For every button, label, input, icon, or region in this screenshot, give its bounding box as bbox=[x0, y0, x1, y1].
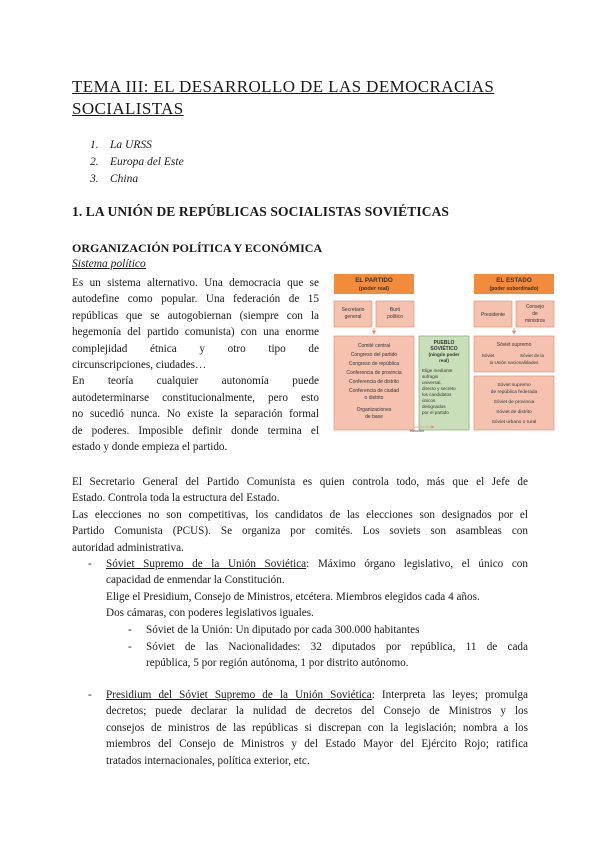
consejo-line: Consejo bbox=[525, 304, 545, 310]
partido-list-item: Congreso del partido bbox=[350, 352, 398, 358]
text-line: autoridad administrativa. bbox=[72, 541, 184, 554]
bullet-presidium bbox=[88, 687, 528, 769]
pueblo-header-line: real) bbox=[439, 358, 449, 363]
pueblo-list-item: por el partido bbox=[422, 410, 449, 415]
estado-list-item: Sóviet urbano o rural bbox=[491, 420, 537, 425]
outline-item bbox=[90, 171, 184, 188]
bullet-text: : Máximo órgano legislativo, el único con bbox=[306, 558, 528, 570]
text-line bbox=[106, 687, 528, 703]
outline-label: Europa del Este bbox=[110, 156, 184, 168]
bullet-term: Sóviet Supremo de la Unión Soviética bbox=[106, 558, 307, 570]
arrow-label: elección bbox=[410, 429, 424, 433]
text-line: estado y donde empieza el partido. bbox=[72, 441, 228, 454]
partido-list-item: Organizaciones bbox=[356, 407, 392, 413]
partido-list-item: de base bbox=[365, 414, 383, 420]
bullet-dash: - bbox=[128, 641, 132, 653]
partido-header-line: (poder real) bbox=[358, 286, 390, 292]
text-line: no sucedió nunca. No existe la separación formal bbox=[72, 408, 319, 421]
soviet-nac-line: la Unión nacionalidades bbox=[489, 360, 539, 365]
text-line: Las elecciones no son competitivas, los candidatos de las elecciones son designados por el bbox=[72, 508, 528, 521]
estado-list-item: Sóviet de provincia bbox=[493, 400, 535, 405]
partido-list-item: Comité central bbox=[357, 343, 391, 349]
text-line: autodefine como popular. Una federación de 15 bbox=[72, 293, 319, 306]
pueblo-list-item: Elige mediante bbox=[422, 368, 453, 373]
estado-header-line: (poder subordinado) bbox=[489, 286, 539, 292]
bullet-soviet-supremo bbox=[88, 556, 528, 622]
text-line: Elige el Presidium, Consejo de Ministros, etcétera. Miembros elegidos cada 4 años. bbox=[106, 590, 480, 603]
partido-header-line: EL PARTIDO bbox=[355, 277, 393, 284]
partido-list-item: Conferencia de provincia bbox=[346, 370, 402, 376]
text-line: miembros del Consejo de Ministros y del Estado Mayor del Ejército Rojo; ratifica bbox=[106, 738, 528, 751]
pueblo-list-item: directo y secreto bbox=[422, 386, 456, 391]
pueblo-list-item: los candidatos bbox=[422, 392, 452, 397]
text-line: Sóviet de las Nacionalidades: 32 diputados por república, 11 de cada bbox=[146, 641, 528, 653]
text-line: tratados internacionales, política exterior, etc. bbox=[106, 754, 310, 767]
pueblo-list-item: únicos bbox=[422, 398, 436, 403]
text-line: capacidad de enmendar la Constitución. bbox=[106, 574, 285, 587]
sub-bullet-soviet-union bbox=[128, 622, 528, 638]
buro-line: político bbox=[387, 314, 403, 320]
text-line: En teoría cualquier autonomía puede bbox=[72, 375, 319, 388]
bullet-text: : Interpreta las leyes; promulga bbox=[371, 689, 529, 701]
soviet-supremo-label: Sóviet supremo bbox=[496, 342, 532, 348]
pueblo-list-item: universal, bbox=[422, 380, 442, 385]
pueblo-header-line: SOVIÉTICO bbox=[430, 346, 458, 352]
outline-label: La URSS bbox=[110, 139, 152, 151]
presidente-label: Presidente bbox=[481, 312, 505, 318]
text-line: autodeterminarse constitucionalmente, pero esto bbox=[72, 391, 319, 404]
bullet-term: Presidium del Sóviet Supremo de la Unión Soviética bbox=[106, 689, 372, 701]
page-title: TEMA III: EL DESARROLLO DE LAS DEMOCRACIAS SOCIALISTAS bbox=[72, 77, 495, 118]
text-line: El Secretario General del Partido Comunista es quien controla todo, más que el Jefe de bbox=[72, 476, 528, 488]
secretario-line: Secretario bbox=[341, 307, 365, 313]
partido-list-item: Congreso de república bbox=[348, 361, 400, 367]
text-line: circunscripciones, ciudades… bbox=[72, 359, 207, 372]
text-line bbox=[106, 556, 528, 572]
pueblo-header-line: PUEBLO bbox=[433, 340, 455, 346]
pueblo-header-line: (ningún poder bbox=[428, 352, 460, 357]
outline-number: 2. bbox=[90, 156, 99, 168]
outline-list bbox=[90, 137, 184, 188]
text-line: Estado. Controla toda la estructura del Estado. bbox=[72, 492, 280, 505]
soviet-nac-line: Sóviet de la bbox=[519, 353, 545, 358]
text-line: repúblicas que se autogobiernan (siempre con la bbox=[72, 309, 319, 322]
power-structure-diagram bbox=[328, 270, 558, 436]
soviet-union-label: Sóviet bbox=[481, 353, 495, 358]
text-line: Partido Comunista (PCUS). Se organiza por comités. Los soviets son asambleas con bbox=[72, 525, 528, 538]
estado-list-item: Sóviet supremo bbox=[497, 383, 531, 388]
outline-label: China bbox=[110, 173, 139, 185]
text-line: Dos cámaras, con poderes legislativos iguales. bbox=[106, 607, 314, 620]
subsubsection-heading: Sistema político bbox=[72, 258, 146, 270]
pueblo-list-item: sufragio bbox=[422, 374, 439, 379]
sub-bullet-soviet-nacionalidades bbox=[128, 639, 528, 672]
text-line: república, 5 por región autónoma, 1 por distrito autónomo. bbox=[146, 657, 409, 670]
outline-number: 1. bbox=[90, 139, 99, 151]
intro-paragraph bbox=[72, 275, 319, 455]
outline-item bbox=[90, 154, 184, 171]
text-line: decretos; puede declarar la nulidad de decretos del Consejo de Ministros y los bbox=[106, 705, 528, 718]
text-line: hegemonía del partido comunista) con una enorme bbox=[72, 326, 319, 339]
text-line: complejidad étnica y otro tipo de bbox=[72, 342, 319, 355]
estado-header-line: EL ESTADO bbox=[496, 277, 532, 284]
consejo-line: de bbox=[532, 311, 538, 317]
outline-number: 3. bbox=[90, 173, 99, 185]
text-line: de poderes. Imposible definir donde termina el bbox=[72, 424, 319, 437]
estado-list-item: de república federada bbox=[490, 390, 538, 395]
bullet-dash: - bbox=[88, 689, 92, 701]
partido-list-item: Conferencia de ciudad bbox=[348, 388, 400, 394]
buro-line: Buró bbox=[389, 307, 401, 313]
consejo-line: ministros bbox=[524, 318, 546, 324]
text-line: consejos de ministros de las repúblicas si discrepan con la legislación; nombra a los bbox=[106, 721, 528, 734]
pueblo-list-item: designados bbox=[422, 404, 446, 409]
partido-list-item: Conferencia de distrito bbox=[348, 379, 400, 385]
outline-item bbox=[90, 137, 184, 154]
secretario-line: general bbox=[344, 314, 362, 320]
bullet-dash: - bbox=[88, 558, 92, 570]
body-paragraph bbox=[72, 474, 528, 556]
bullet-dash: - bbox=[128, 624, 132, 636]
estado-list-item: Sóviet de distrito bbox=[496, 410, 532, 415]
text-line: Sóviet de la Unión: Un diputado por cada 300.000 habitantes bbox=[146, 624, 420, 636]
section-heading: 1. LA UNIÓN DE REPÚBLICAS SOCIALISTAS SOVIÉTICAS bbox=[72, 204, 450, 219]
text-line: Es un sistema alternativo. Una democracia que se bbox=[72, 277, 319, 289]
subsection-heading: ORGANIZACIÓN POLÍTICA Y ECONÓMICA bbox=[72, 241, 323, 255]
partido-list-item: o distrito bbox=[364, 395, 384, 401]
